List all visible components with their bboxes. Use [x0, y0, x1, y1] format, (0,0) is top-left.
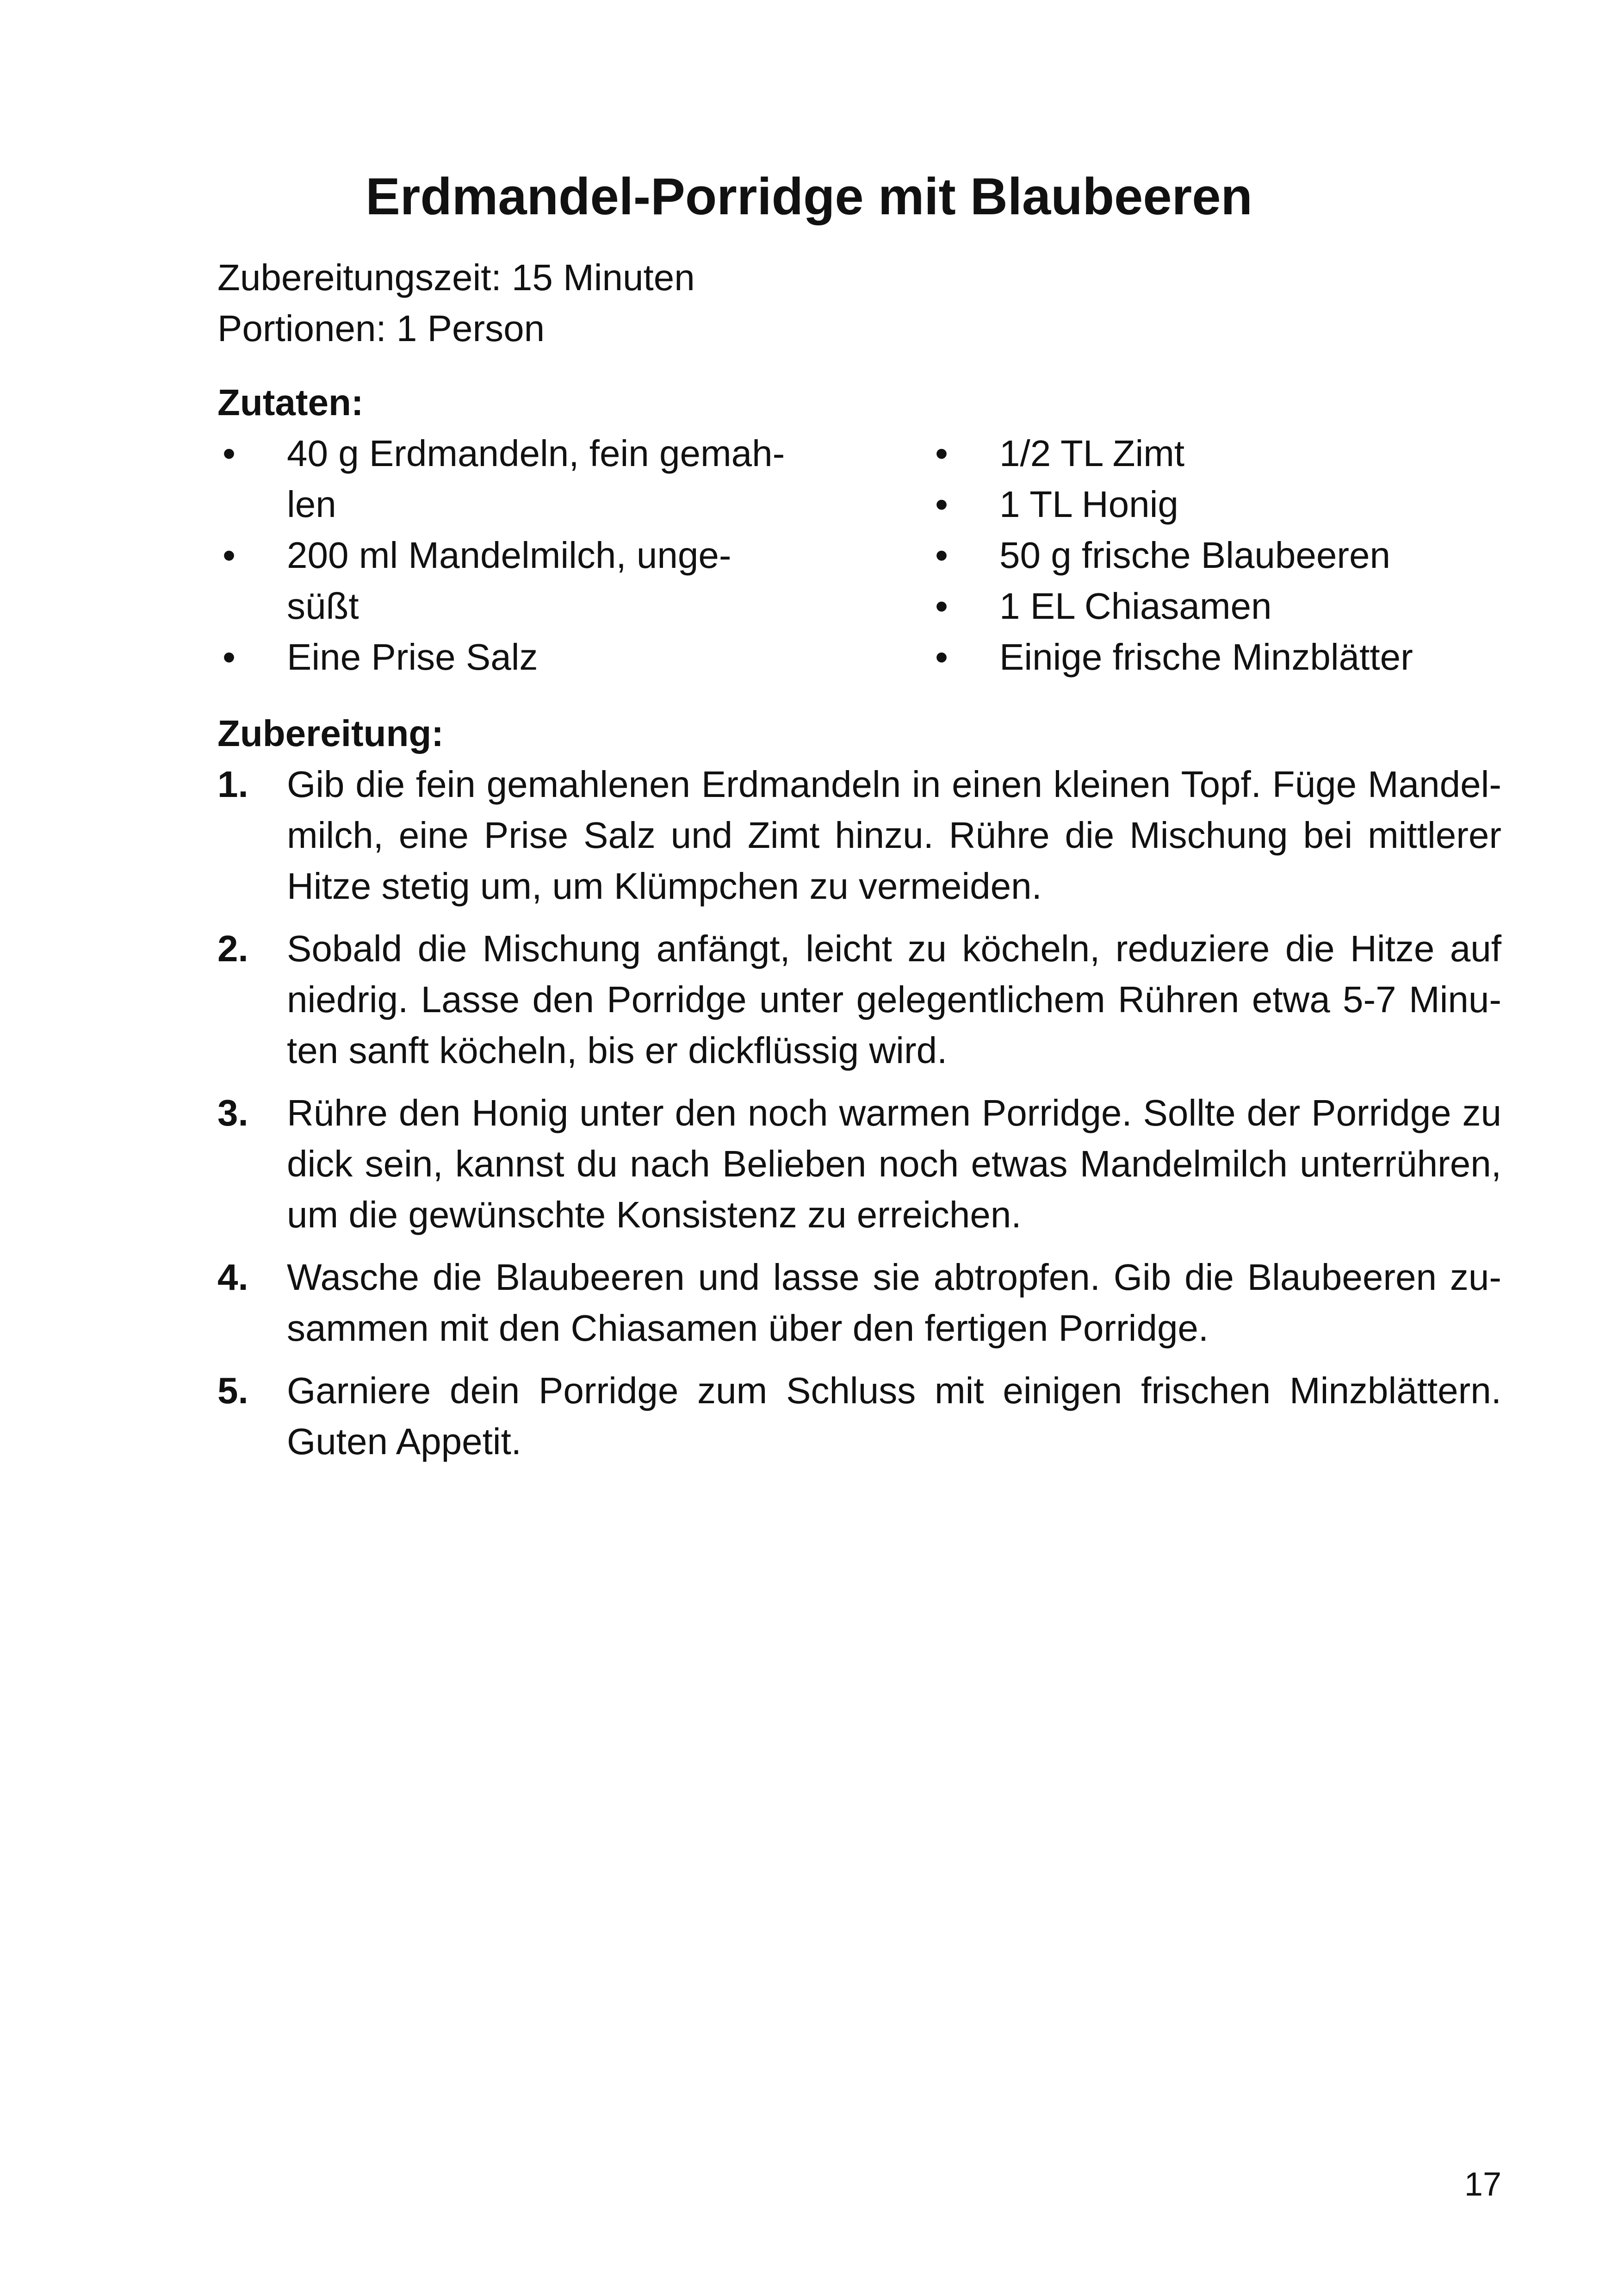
ingredients-list-left: [217, 428, 819, 683]
recipe-title: Erdmandel-Porridge mit Blaubeeren: [366, 168, 1252, 225]
step-text: Sobald die Mischung anfängt, leicht zu köcheln, reduziere die Hitze auf niedrig. Lasse den Porridge unter gelegentlichem Rühren etwa 5-7 Minuten sanft köcheln, bis er dickflüssig wird.: [287, 928, 1501, 1071]
ingredient-item: [930, 632, 1531, 683]
step-item: [217, 1088, 1501, 1240]
step-number: 3.: [217, 1092, 248, 1133]
bullet-icon: •: [222, 535, 236, 576]
step-number: 2.: [217, 928, 248, 969]
step-item: [217, 923, 1501, 1076]
preparation-heading: Zubereitung:: [217, 713, 444, 754]
ingredient-text: 50 g frische Blaubeeren: [999, 535, 1390, 576]
ingredient-item: [930, 581, 1531, 632]
ingredient-item: [217, 428, 819, 530]
step-item: [217, 759, 1501, 912]
ingredients-heading: Zutaten:: [217, 382, 364, 423]
step-text: Wasche die Blaubeeren und lasse sie abtropfen. Gib die Blaubeeren zusammen mit den Chiasamen über den fertigen Porridge.: [287, 1257, 1501, 1349]
ingredient-text: Einige frische Minzblätter: [999, 636, 1413, 678]
ingredient-item: [217, 530, 819, 632]
step-text: Garniere dein Porridge zum Schluss mit einigen frischen Minzblättern. Guten Appetit.: [287, 1370, 1501, 1462]
step-number: 4.: [217, 1257, 248, 1298]
recipe-meta: [217, 252, 695, 354]
step-text: Rühre den Honig unter den noch warmen Porridge. Sollte der Porridge zu dick sein, kannst du nach Belieben noch etwas Mandelmilch unterrühren, um die gewünschte Konsistenz zu erreichen.: [287, 1092, 1501, 1235]
step-number: 1.: [217, 764, 248, 805]
ingredient-text: 1 EL Chiasamen: [999, 585, 1272, 627]
step-item: [217, 1252, 1501, 1354]
step-text: Gib die fein gemahlenen Erdmandeln in einen kleinen Topf. Füge Mandelmilch, eine Prise Salz und Zimt hinzu. Rühre die Mischung bei mittlerer Hitze stetig um, um Klümpchen zu vermeiden.: [287, 764, 1501, 907]
ingredient-text: 1 TL Honig: [999, 484, 1178, 525]
bullet-icon: •: [935, 585, 948, 627]
ingredient-line: 200 ml Mandelmilch, unge- süßt: [287, 535, 732, 627]
ingredient-text: [287, 530, 819, 632]
bullet-icon: •: [935, 535, 948, 576]
step-item: [217, 1365, 1501, 1467]
bullet-icon: •: [222, 433, 236, 474]
bullet-icon: •: [935, 433, 948, 474]
ingredient-text: Eine Prise Salz: [287, 636, 538, 678]
page-number: 17: [1464, 2166, 1501, 2203]
ingredient-item: [930, 428, 1531, 479]
prep-time: Zubereitungszeit: 15 Minuten: [217, 257, 695, 298]
ingredient-line: 40 g Erdmandeln, fein gemah- len: [287, 433, 785, 525]
bullet-icon: •: [222, 636, 236, 678]
preparation-steps: [217, 759, 1501, 1479]
bullet-icon: •: [935, 484, 948, 525]
ingredient-item: [930, 479, 1531, 530]
ingredient-item: [930, 530, 1531, 581]
step-number: 5.: [217, 1370, 248, 1411]
ingredient-item: [217, 632, 819, 683]
servings: Portionen: 1 Person: [217, 308, 545, 349]
ingredients-list-right: [930, 428, 1531, 683]
bullet-icon: •: [935, 636, 948, 678]
ingredient-text: 1/2 TL Zimt: [999, 433, 1185, 474]
ingredient-text: [287, 428, 819, 530]
